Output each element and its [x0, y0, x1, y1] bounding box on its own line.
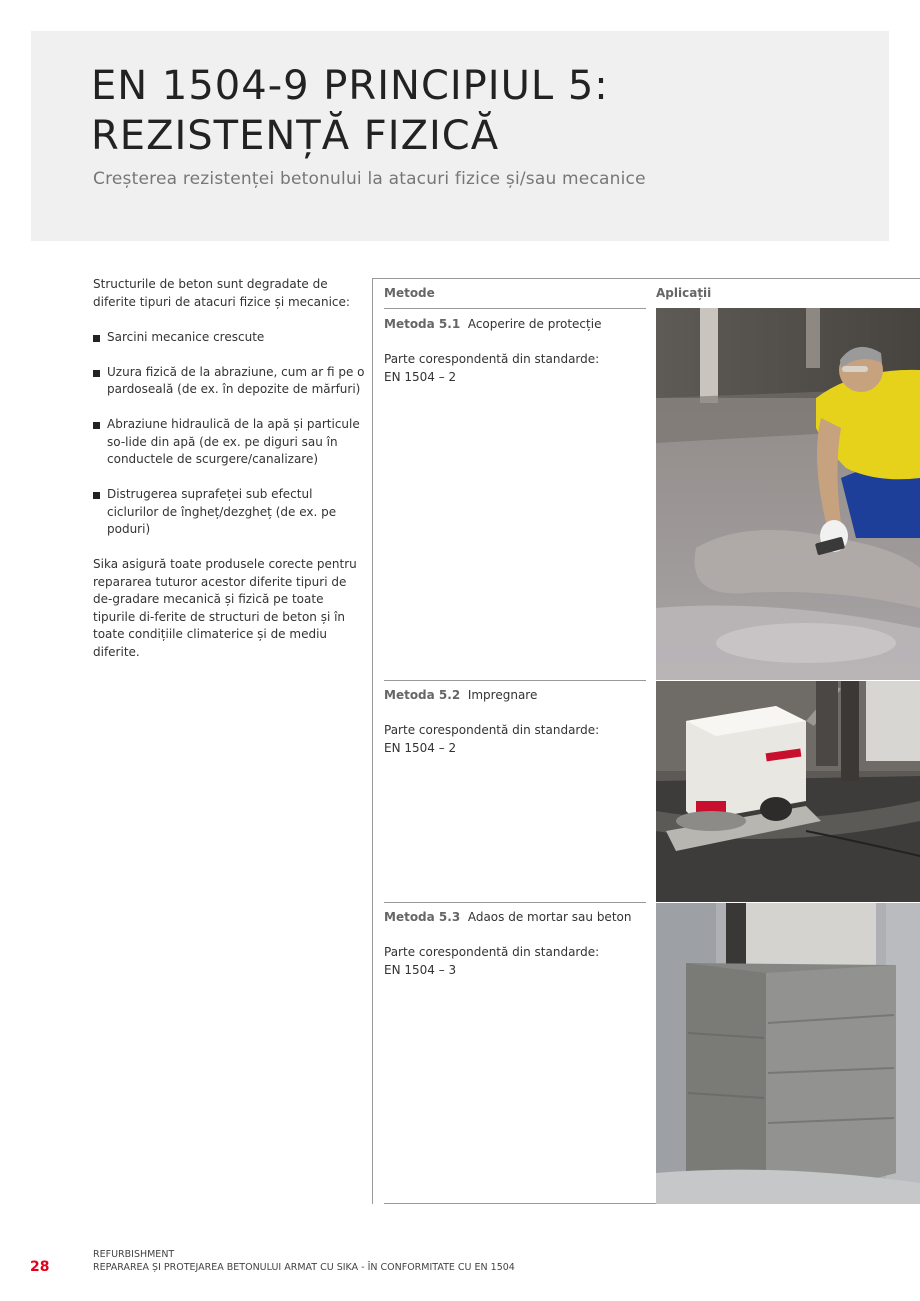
footer-line-1: REFURBISHMENT — [93, 1249, 175, 1260]
row-divider-2 — [384, 902, 646, 903]
standard-label: Parte corespondentă din standarde: — [384, 945, 600, 959]
method-number: Metoda 5.3 — [384, 910, 461, 924]
footer-line-2: REPARAREA ȘI PROTEJAREA BETONULUI ARMAT CU SIKA - ÎN CONFORMITATE CU EN 1504 — [93, 1262, 515, 1273]
table-bottom-rule — [384, 1203, 656, 1204]
list-item: Abraziune hidraulică de la apă și particule so-lide din apă (de ex. pe diguri sau în conductele de scurgere/canalizare) — [93, 416, 367, 469]
standard-value: EN 1504 – 2 — [384, 369, 457, 384]
application-photo-mortar — [656, 903, 920, 1204]
application-photo-impregnation — [656, 681, 920, 902]
footer-caption — [93, 1248, 515, 1274]
square-bullet-icon — [93, 335, 100, 342]
standard-label: Parte corespondentă din standarde: — [384, 723, 600, 737]
method-name: Impregnare — [467, 688, 538, 702]
intro-lead: Structurile de beton sunt degradate de diferite tipuri de atacuri fizice și mecanice: — [93, 277, 350, 309]
page-title-line-1: EN 1504-9 PRINCIPIUL 5: — [91, 63, 609, 109]
standard-value: EN 1504 – 2 — [384, 740, 457, 755]
intro-closing: Sika asigură toate produsele corecte pentru repararea tuturor acestor diferite tipuri de de-gradare mecanică și fizică pe toate tipurile di-ferite de structuri de beton și în toate condițiile climaterice și de mediu diferite. — [93, 557, 357, 659]
method-number: Metoda 5.1 — [384, 317, 461, 331]
page-subtitle: Creșterea rezistenței betonului la atacuri fizice și/sau mecanice — [93, 169, 646, 189]
list-item: Distrugerea suprafeței sub efectul ciclurilor de îngheț/dezgheț (de ex. pe poduri) — [93, 486, 367, 539]
method-name: Acoperire de protecție — [467, 317, 602, 331]
column-divider — [372, 278, 373, 1204]
table-header-rule — [384, 308, 646, 309]
method-row-5-2 — [384, 687, 646, 757]
square-bullet-icon — [93, 422, 100, 429]
standard-value: EN 1504 – 3 — [384, 962, 457, 977]
column-header-applications: Aplicații — [656, 286, 712, 300]
method-number: Metoda 5.2 — [384, 688, 461, 702]
square-bullet-icon — [93, 492, 100, 499]
page-number: 28 — [30, 1259, 50, 1275]
method-name: Adaos de mortar sau beton — [467, 910, 632, 924]
intro-text — [93, 276, 367, 679]
table-top-rule — [372, 278, 920, 279]
column-header-methods: Metode — [384, 286, 435, 300]
coating-photo-illustration — [656, 308, 920, 680]
row-divider-1 — [384, 680, 646, 681]
list-item: Uzura fizică de la abraziune, cum ar fi pe o pardoseală (de ex. în depozite de mărfuri) — [93, 364, 367, 399]
page-title-line-2: REZISTENȚĂ FIZICĂ — [91, 113, 500, 159]
application-photo-coating — [656, 308, 920, 680]
square-bullet-icon — [93, 370, 100, 377]
method-row-5-3 — [384, 909, 646, 979]
impregnation-photo-illustration — [656, 681, 920, 902]
intro-bullet-list — [93, 329, 367, 539]
list-item: Sarcini mecanice crescute — [93, 329, 367, 347]
method-row-5-1 — [384, 316, 646, 386]
header-band — [31, 31, 889, 241]
page-title — [91, 61, 609, 161]
standard-label: Parte corespondentă din standarde: — [384, 352, 600, 366]
mortar-photo-illustration — [656, 903, 920, 1204]
